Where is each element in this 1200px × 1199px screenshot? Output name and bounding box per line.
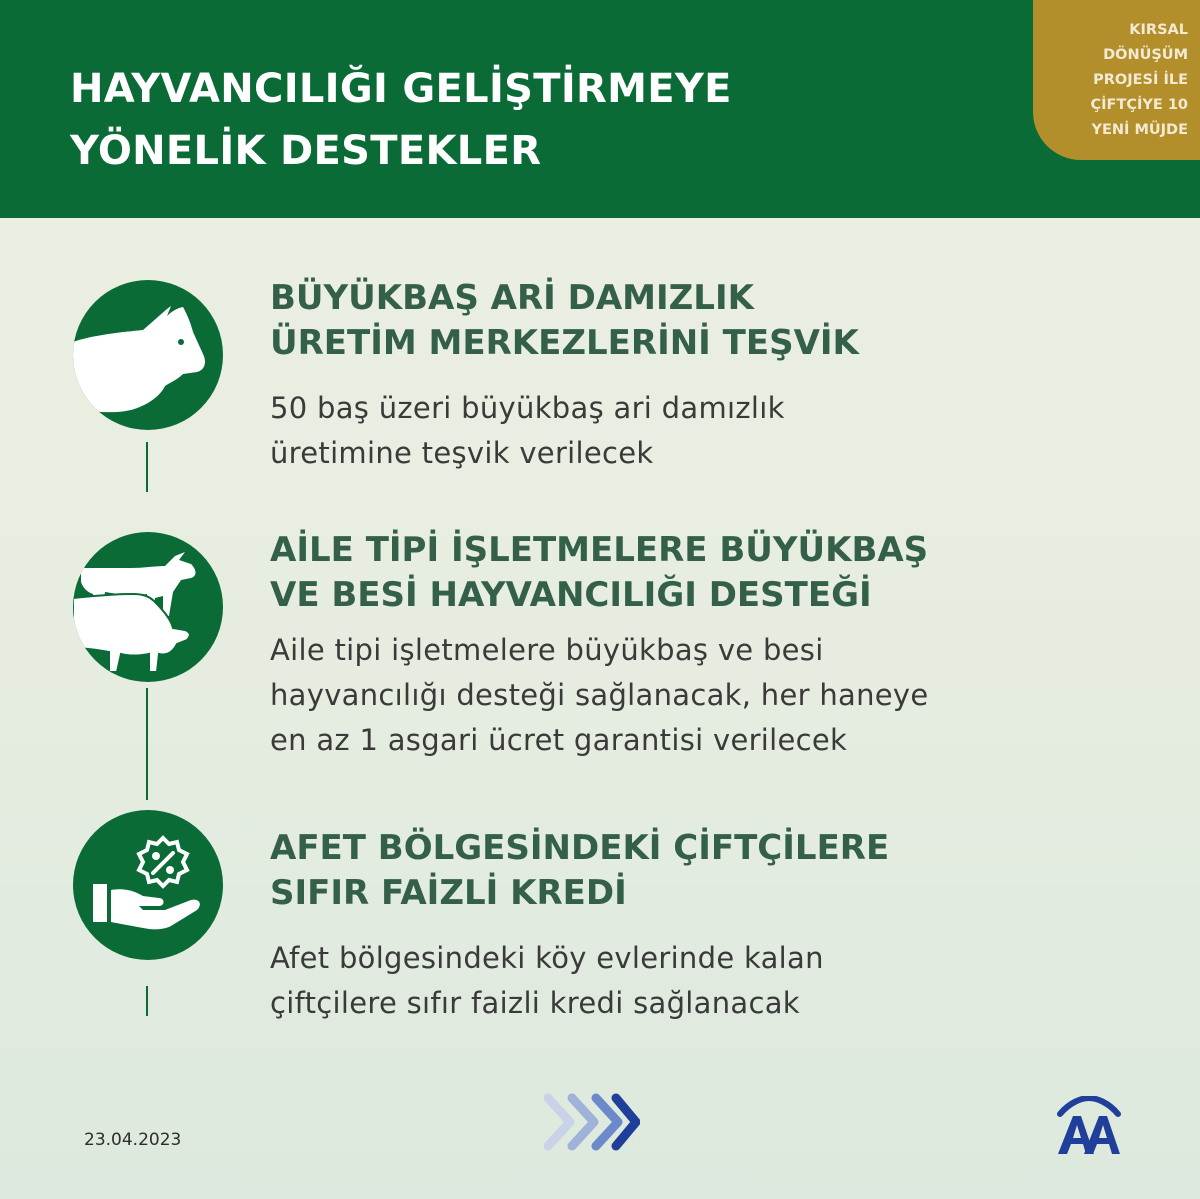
cattle-head-icon <box>73 280 223 430</box>
item-1-desc-line-1: 50 baş üzeri büyükbaş ari damızlık <box>270 391 785 425</box>
item-2-title <box>270 528 1150 618</box>
item-1-title-line-1: BÜYÜKBAŞ ARİ DAMIZLIK <box>270 278 754 318</box>
item-3-description <box>270 936 1150 1026</box>
item-3-desc-line-2: çiftçilere sıfır faizli kredi sağlanacak <box>270 986 800 1020</box>
project-badge-text <box>1048 18 1188 143</box>
badge-line-3: PROJESİ İLE <box>1093 71 1188 88</box>
item-1-title <box>270 276 1150 366</box>
item-2-desc-line-3: en az 1 asgari ücret garantisi verilecek <box>270 723 848 757</box>
badge-line-5: YENİ MÜJDE <box>1091 121 1188 138</box>
badge-line-4: ÇİFTÇİYE 10 <box>1090 96 1188 113</box>
publish-date: 23.04.2023 <box>84 1130 182 1150</box>
page-title-line-2: YÖNELİK DESTEKLER <box>70 128 542 174</box>
project-badge <box>1033 0 1200 160</box>
item-3-desc-line-1: Afet bölgesindeki köy evlerinde kalan <box>270 941 824 975</box>
page-title <box>70 58 970 182</box>
item-3-title-line-2: SIFIR FAİZLİ KREDİ <box>270 873 627 913</box>
hand-percent-icon <box>73 810 223 960</box>
timeline-connector <box>146 442 148 492</box>
timeline-connector <box>146 688 148 800</box>
aa-logo-icon <box>1056 1096 1122 1156</box>
item-1-desc-line-2: üretimine teşvik verilecek <box>270 436 654 470</box>
timeline-connector <box>146 986 148 1016</box>
item-2-title-line-1: AİLE TİPİ İŞLETMELERE BÜYÜKBAŞ <box>270 530 929 570</box>
page-title-line-1: HAYVANCILIĞI GELİŞTİRMEYE <box>70 66 732 112</box>
item-3-title <box>270 826 1150 916</box>
header-banner <box>0 0 1200 218</box>
item-2-desc-line-1: Aile tipi işletmelere büyükbaş ve besi <box>270 633 824 667</box>
item-1-title-line-2: ÜRETİM MERKEZLERİNİ TEŞVİK <box>270 323 859 363</box>
item-2-desc-line-2: hayvancılığı desteği sağlanacak, her haneye <box>270 678 929 712</box>
item-2-title-line-2: VE BESİ HAYVANCILIĞI DESTEĞİ <box>270 575 872 615</box>
item-3-title-line-1: AFET BÖLGESİNDEKİ ÇİFTÇİLERE <box>270 828 890 868</box>
badge-line-2: DÖNÜŞÜM <box>1103 46 1188 63</box>
item-2-description <box>270 628 1150 763</box>
chevrons-right-icon[interactable] <box>544 1092 640 1152</box>
item-1-description <box>270 386 1150 476</box>
two-cows-icon <box>73 532 223 682</box>
badge-line-1: KIRSAL <box>1129 21 1188 38</box>
